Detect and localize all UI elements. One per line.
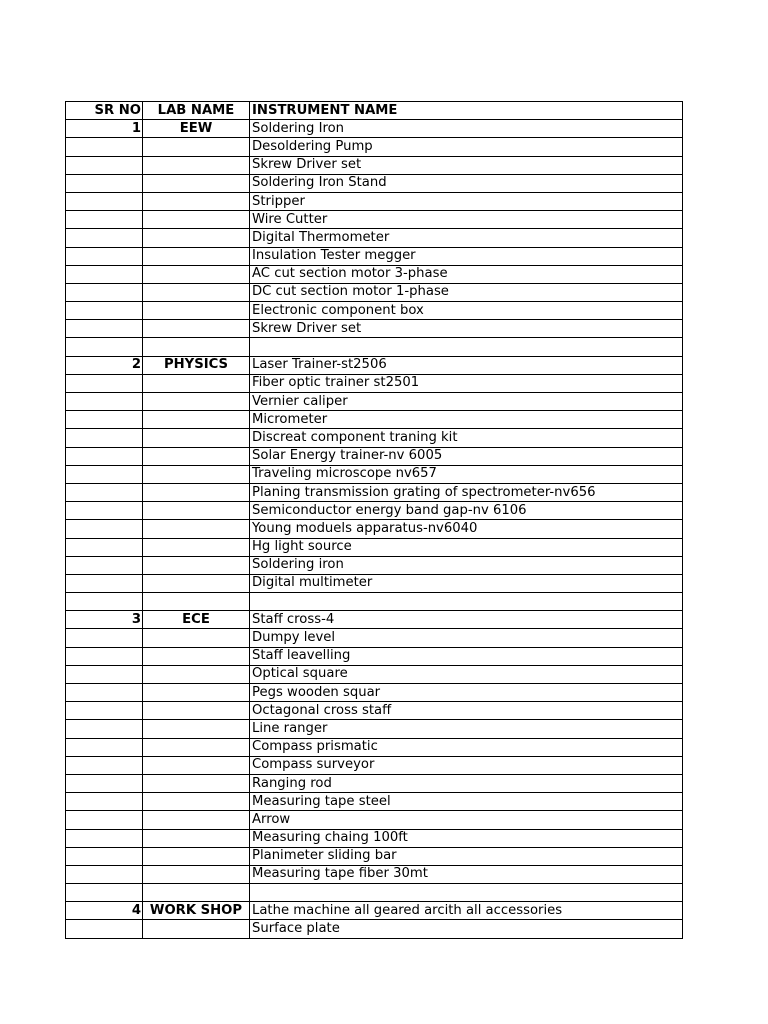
instrument-name-cell: Solar Energy trainer-nv 6005 (250, 447, 683, 465)
lab-name-cell (143, 465, 250, 483)
instrument-name-cell: Traveling microscope nv657 (250, 465, 683, 483)
instrument-name-cell: Desoldering Pump (250, 138, 683, 156)
lab-name-cell: EEW (143, 120, 250, 138)
sr-no-cell (66, 338, 143, 356)
table-row (66, 265, 683, 283)
sr-no-cell (66, 265, 143, 283)
lab-name-cell (143, 192, 250, 210)
table-row (66, 611, 683, 629)
sr-no-cell (66, 211, 143, 229)
sr-no-cell (66, 192, 143, 210)
table-row (66, 356, 683, 374)
sr-no-cell (66, 847, 143, 865)
lab-name-cell (143, 393, 250, 411)
lab-name-cell (143, 647, 250, 665)
lab-name-cell (143, 502, 250, 520)
lab-name-cell (143, 374, 250, 392)
instrument-name-cell: Vernier caliper (250, 393, 683, 411)
lab-name-cell (143, 156, 250, 174)
instrument-name-cell: Electronic component box (250, 302, 683, 320)
sr-no-cell (66, 502, 143, 520)
lab-name-cell (143, 738, 250, 756)
sr-no-cell: 4 (66, 902, 143, 920)
sr-no-cell: 1 (66, 120, 143, 138)
lab-name-cell (143, 774, 250, 792)
table-row (66, 120, 683, 138)
instrument-name-cell: Digital Thermometer (250, 229, 683, 247)
table-row (66, 920, 683, 938)
table-row (66, 629, 683, 647)
instrument-name-cell: Soldering iron (250, 556, 683, 574)
sr-no-cell (66, 629, 143, 647)
sr-no-cell (66, 665, 143, 683)
table-row (66, 865, 683, 883)
sr-no-cell (66, 811, 143, 829)
table-header-row (66, 102, 683, 120)
sr-no-cell (66, 302, 143, 320)
table-row (66, 211, 683, 229)
sr-no-cell (66, 647, 143, 665)
sr-no-cell (66, 483, 143, 501)
instrument-name-cell: Surface plate (250, 920, 683, 938)
sr-no-cell (66, 793, 143, 811)
lab-name-cell (143, 520, 250, 538)
instrument-name-cell: Soldering Iron (250, 120, 683, 138)
lab-name-cell (143, 629, 250, 647)
sr-no-cell (66, 593, 143, 611)
lab-name-cell (143, 411, 250, 429)
lab-name-cell (143, 665, 250, 683)
lab-name-cell (143, 483, 250, 501)
sr-no-cell (66, 538, 143, 556)
instrument-name-cell: Measuring tape steel (250, 793, 683, 811)
lab-name-cell (143, 884, 250, 902)
table-row (66, 720, 683, 738)
table-row (66, 665, 683, 683)
instrument-name-cell: DC cut section motor 1-phase (250, 283, 683, 301)
lab-name-cell (143, 174, 250, 192)
sr-no-cell (66, 320, 143, 338)
lab-name-cell (143, 593, 250, 611)
sr-no-cell (66, 429, 143, 447)
lab-name-cell (143, 920, 250, 938)
table-row (66, 338, 683, 356)
lab-name-cell (143, 247, 250, 265)
table-row (66, 192, 683, 210)
table-row (66, 320, 683, 338)
sr-no-cell (66, 283, 143, 301)
table-row (66, 156, 683, 174)
sr-no-cell (66, 774, 143, 792)
lab-name-cell (143, 320, 250, 338)
header-lab-name: LAB NAME (143, 102, 250, 120)
lab-name-cell (143, 338, 250, 356)
instrument-name-cell: Staff cross-4 (250, 611, 683, 629)
lab-name-cell (143, 429, 250, 447)
table-row (66, 811, 683, 829)
sr-no-cell: 3 (66, 611, 143, 629)
header-sr-no: SR NO (66, 102, 143, 120)
instrument-name-cell: Skrew Driver set (250, 156, 683, 174)
lab-name-cell (143, 756, 250, 774)
table-body (66, 120, 683, 938)
sr-no-cell (66, 920, 143, 938)
sr-no-cell (66, 156, 143, 174)
instrument-name-cell: Stripper (250, 192, 683, 210)
header-instrument-name: INSTRUMENT NAME (250, 102, 683, 120)
lab-name-cell (143, 283, 250, 301)
sr-no-cell (66, 520, 143, 538)
instrument-name-cell: Lathe machine all geared arcith all accessories (250, 902, 683, 920)
table-row (66, 884, 683, 902)
lab-name-cell: ECE (143, 611, 250, 629)
instrument-name-cell: Line ranger (250, 720, 683, 738)
table-row (66, 374, 683, 392)
table-row (66, 593, 683, 611)
table-row (66, 829, 683, 847)
lab-name-cell (143, 829, 250, 847)
table-row (66, 229, 683, 247)
lab-name-cell: PHYSICS (143, 356, 250, 374)
lab-name-cell (143, 556, 250, 574)
lab-name-cell (143, 538, 250, 556)
instrument-name-cell: Planing transmission grating of spectrometer-nv656 (250, 483, 683, 501)
instrument-name-cell: Laser Trainer-st2506 (250, 356, 683, 374)
table-row (66, 574, 683, 592)
lab-name-cell (143, 720, 250, 738)
lab-name-cell (143, 574, 250, 592)
instrument-name-cell (250, 338, 683, 356)
instrument-name-cell: Compass prismatic (250, 738, 683, 756)
sr-no-cell (66, 829, 143, 847)
table-row (66, 502, 683, 520)
instrument-name-cell: Insulation Tester megger (250, 247, 683, 265)
instrument-table (65, 101, 683, 939)
instrument-name-cell: Pegs wooden squar (250, 684, 683, 702)
sr-no-cell (66, 738, 143, 756)
instrument-name-cell: Measuring tape fiber 30mt (250, 865, 683, 883)
instrument-name-cell: Dumpy level (250, 629, 683, 647)
table-row (66, 247, 683, 265)
sr-no-cell (66, 756, 143, 774)
table-row (66, 684, 683, 702)
table-row (66, 283, 683, 301)
table-row (66, 793, 683, 811)
table-row (66, 647, 683, 665)
table-row (66, 138, 683, 156)
sr-no-cell (66, 720, 143, 738)
instrument-name-cell: Staff leavelling (250, 647, 683, 665)
instrument-name-cell: Semiconductor energy band gap-nv 6106 (250, 502, 683, 520)
instrument-name-cell: Arrow (250, 811, 683, 829)
table-row (66, 483, 683, 501)
sr-no-cell: 2 (66, 356, 143, 374)
table-row (66, 302, 683, 320)
instrument-name-cell: Fiber optic trainer st2501 (250, 374, 683, 392)
sr-no-cell (66, 247, 143, 265)
lab-name-cell (143, 793, 250, 811)
sr-no-cell (66, 229, 143, 247)
lab-name-cell (143, 702, 250, 720)
instrument-name-cell: Planimeter sliding bar (250, 847, 683, 865)
instrument-name-cell: Discreat component traning kit (250, 429, 683, 447)
instrument-name-cell: Ranging rod (250, 774, 683, 792)
table-row (66, 429, 683, 447)
lab-name-cell (143, 138, 250, 156)
lab-name-cell (143, 265, 250, 283)
table-row (66, 902, 683, 920)
sr-no-cell (66, 465, 143, 483)
instrument-name-cell: Soldering Iron Stand (250, 174, 683, 192)
instrument-name-cell: Wire Cutter (250, 211, 683, 229)
sr-no-cell (66, 374, 143, 392)
instrument-name-cell: AC cut section motor 3-phase (250, 265, 683, 283)
lab-name-cell: WORK SHOP (143, 902, 250, 920)
instrument-name-cell: Micrometer (250, 411, 683, 429)
sr-no-cell (66, 684, 143, 702)
instrument-sheet (65, 101, 682, 939)
table-row (66, 447, 683, 465)
sr-no-cell (66, 411, 143, 429)
sr-no-cell (66, 138, 143, 156)
table-row (66, 756, 683, 774)
table-row (66, 538, 683, 556)
instrument-name-cell: Digital multimeter (250, 574, 683, 592)
table-row (66, 174, 683, 192)
lab-name-cell (143, 847, 250, 865)
table-row (66, 774, 683, 792)
lab-name-cell (143, 229, 250, 247)
lab-name-cell (143, 684, 250, 702)
table-row (66, 520, 683, 538)
instrument-name-cell: Skrew Driver set (250, 320, 683, 338)
lab-name-cell (143, 302, 250, 320)
table-row (66, 393, 683, 411)
instrument-name-cell (250, 884, 683, 902)
sr-no-cell (66, 393, 143, 411)
instrument-name-cell: Optical square (250, 665, 683, 683)
sr-no-cell (66, 884, 143, 902)
table-row (66, 556, 683, 574)
lab-name-cell (143, 865, 250, 883)
sr-no-cell (66, 865, 143, 883)
table-row (66, 738, 683, 756)
instrument-name-cell: Octagonal cross staff (250, 702, 683, 720)
instrument-name-cell: Young moduels apparatus-nv6040 (250, 520, 683, 538)
table-row (66, 702, 683, 720)
instrument-name-cell: Measuring chaing 100ft (250, 829, 683, 847)
lab-name-cell (143, 811, 250, 829)
table-row (66, 411, 683, 429)
sr-no-cell (66, 702, 143, 720)
sr-no-cell (66, 174, 143, 192)
lab-name-cell (143, 447, 250, 465)
lab-name-cell (143, 211, 250, 229)
sr-no-cell (66, 447, 143, 465)
instrument-name-cell: Hg light source (250, 538, 683, 556)
table-row (66, 465, 683, 483)
sr-no-cell (66, 574, 143, 592)
sr-no-cell (66, 556, 143, 574)
table-row (66, 847, 683, 865)
instrument-name-cell (250, 593, 683, 611)
instrument-name-cell: Compass surveyor (250, 756, 683, 774)
